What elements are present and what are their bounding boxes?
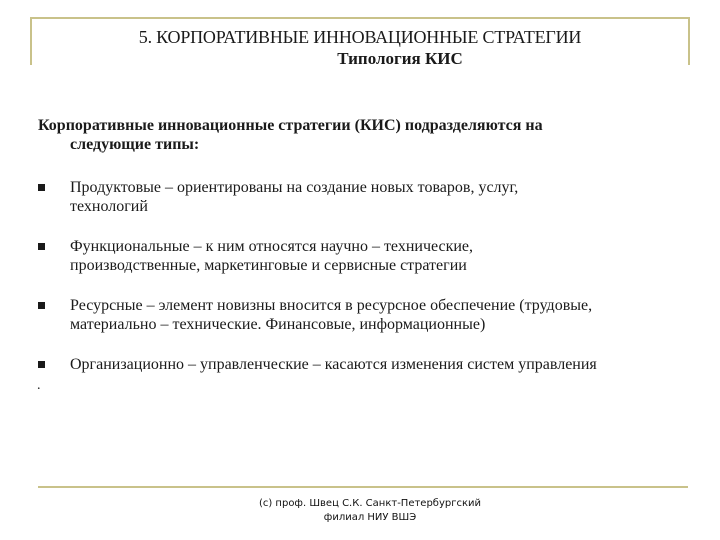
list-item-line-1: Продуктовые – ориентированы на создание новых товаров, услуг, (70, 179, 519, 196)
footer-credit (210, 497, 530, 525)
intro-line-1: Корпоративные инновационные стратегии (КИС) подразделяются на (38, 117, 543, 134)
list-item-line-2: материально – технические. Финансовые, информационные) (70, 316, 486, 333)
list-item (38, 355, 688, 374)
slide-title: 5. КОРПОРАТИВНЫЕ ИННОВАЦИОННЫЕ СТРАТЕГИИ (138, 27, 582, 47)
list-item (38, 296, 688, 334)
list-item-line-1: Организационно – управленческие – касаются изменения систем управления (70, 356, 597, 373)
footer-line-1: (с) проф. Швец С.К. Санкт-Петербургский (258, 498, 482, 509)
square-bullet-icon (38, 243, 45, 250)
footer-rule (38, 486, 688, 488)
list-item-line-2: технологий (70, 198, 148, 215)
square-bullet-icon (38, 302, 45, 309)
slide-header (40, 26, 680, 70)
slide-subtitle: Типология КИС (337, 49, 463, 68)
footer-line-2: филиал НИУ ВШЭ (323, 512, 417, 523)
list-item (38, 237, 688, 275)
list-item-line-2: производственные, маркетинговые и сервисные стратегии (70, 257, 467, 274)
list-item-line-1: Функциональные – к ним относятся научно – технические, (70, 238, 474, 255)
header-right-rule (688, 17, 690, 65)
square-bullet-icon (38, 361, 45, 368)
list-item (38, 178, 688, 216)
trailing-period: . (37, 378, 41, 393)
square-bullet-icon (38, 184, 45, 191)
strategy-types-list (38, 178, 688, 374)
intro-paragraph (38, 116, 678, 154)
header-left-rule (30, 17, 32, 65)
header-top-rule (30, 17, 690, 19)
list-item-line-1: Ресурсные – элемент новизны вносится в ресурсное обеспечение (трудовые, (70, 297, 593, 314)
intro-line-2: следующие типы: (70, 136, 200, 153)
